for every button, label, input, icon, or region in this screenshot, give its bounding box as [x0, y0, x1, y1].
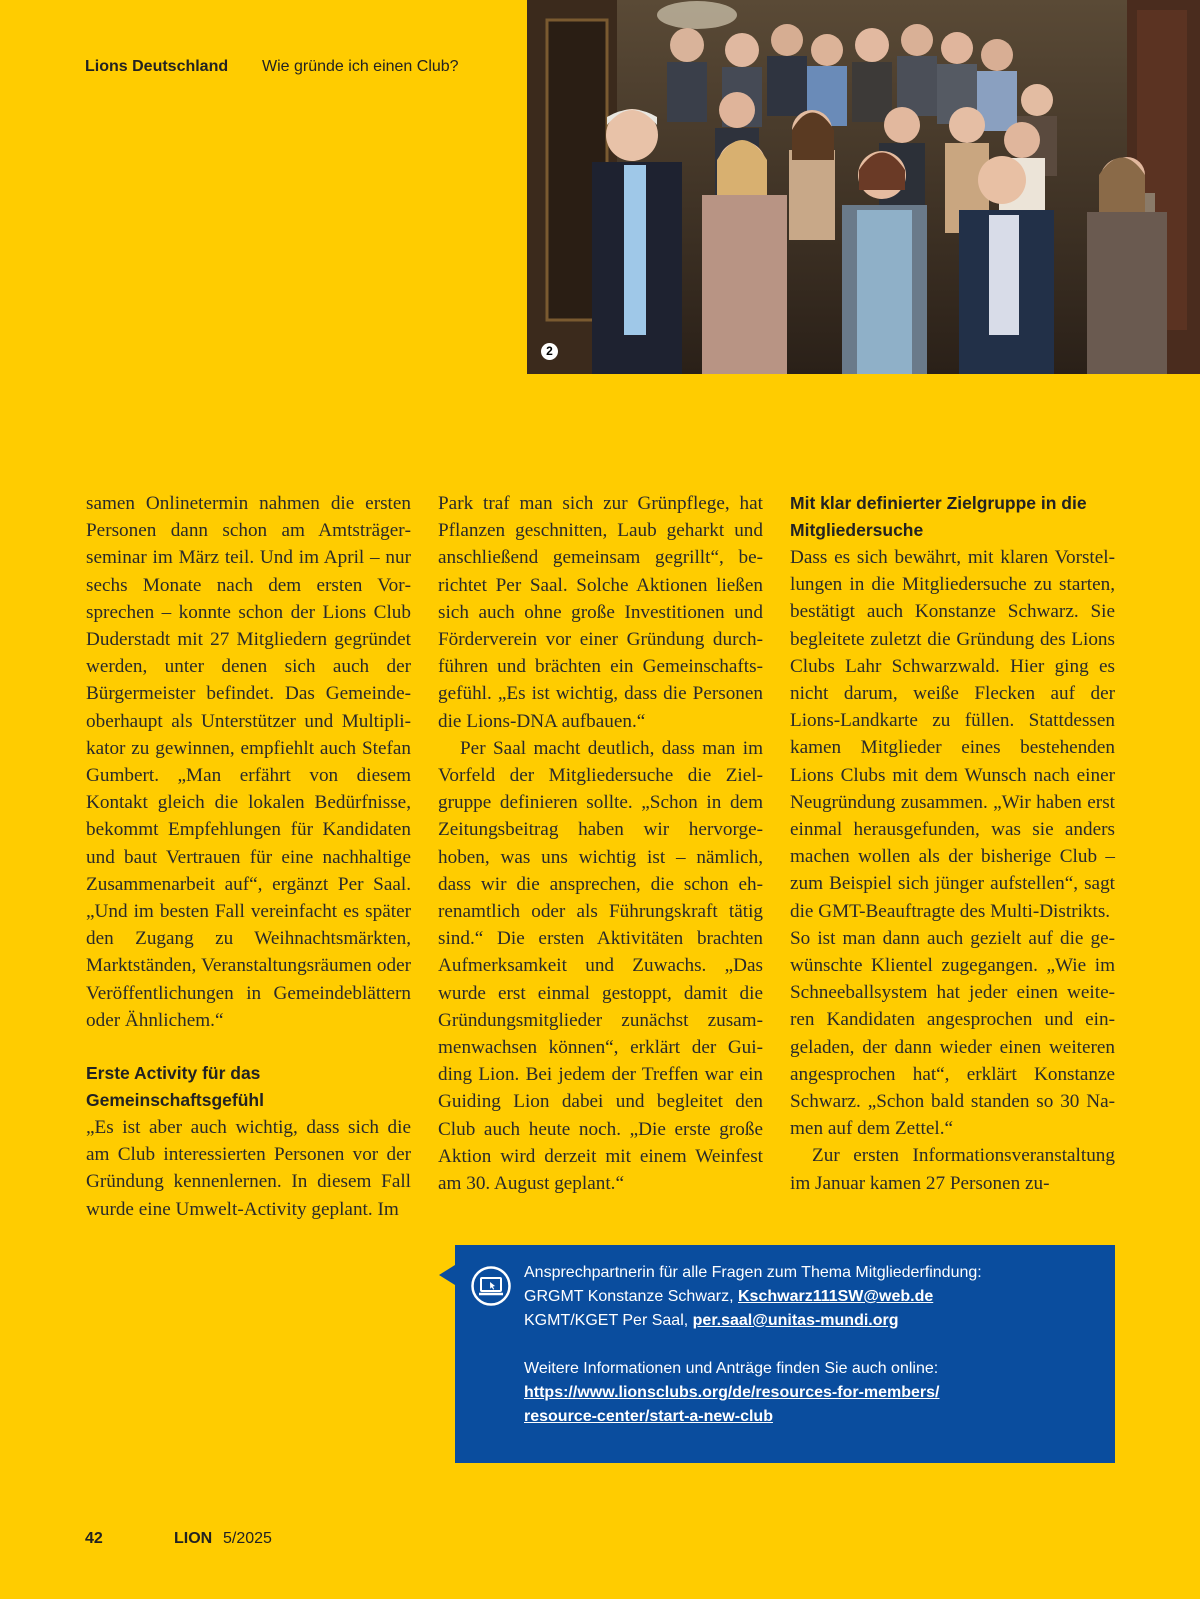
contact-line-saal: [524, 1309, 1094, 1333]
info-box-more-info: Weitere Informationen und Anträge finden Sie auch online:: [524, 1360, 939, 1377]
contact-info-box: [455, 1245, 1115, 1463]
page-footer: [85, 1530, 272, 1548]
info-box-text: [524, 1261, 1094, 1429]
contact-line-schwarz: [524, 1285, 1094, 1309]
info-box-spacer: [524, 1333, 1094, 1357]
column1-paragraph-2: „Es ist aber auch wichtig, dass sich die am Club interessierten Personen vor der Gründung kennenlernen. In diesem Fall wurde eine Umwelt-Activity geplant. Im: [86, 1117, 411, 1220]
article-column-1: [86, 490, 411, 1223]
group-photo-illustration: [527, 0, 1200, 374]
info-box-pointer: [439, 1265, 455, 1285]
page-header: [85, 58, 459, 76]
header-brand: Lions Deutschland: [85, 58, 229, 75]
column2-paragraph-1: Park traf man sich zur Grünpflege, hat Pflanzen geschnitten, Laub geharkt und anschließend gemeinsam gegrillt“, berichtet Per Saal. Solche Aktionen ließen sich auch ohne große Investitionen und Förderverein vor einer Gründung durchführen und brächten ein Gemeinschaftsgefühl. „Es ist wichtig, dass die Personen die Lions-DNA aufbauen.“: [438, 493, 763, 732]
column3-paragraph-2: So ist man dann auch gezielt auf die gewünschte Klientel zugegangen. „Wie im Schneeballsystem hat jeder einen weiteren Kandidaten angesprochen und eingeladen, der dann wieder einen weiteren angesprochen hat“, erklärt Konstanze Schwarz. „Schon bald standen so 30 Namen auf dem Zettel.“: [790, 927, 1115, 1140]
article-column-2: [438, 490, 763, 1197]
header-topic: Wie gründe ich einen Club?: [262, 58, 459, 75]
article-column-3: [790, 490, 1115, 1197]
contact-name-schwarz: GRGMT Konstanze Schwarz,: [524, 1288, 738, 1305]
magazine-name: LION: [174, 1530, 213, 1547]
resource-link-line-1[interactable]: https://www.lionsclubs.org/de/resources-for-members/: [524, 1384, 940, 1401]
email-link-schwarz[interactable]: Kschwarz111SW@web.de: [738, 1288, 934, 1305]
column2-paragraph-2: Per Saal macht deutlich, dass man im Vorfeld der Mitgliedersuche die Zielgruppe definieren sollte. „Schon in dem Zeitungsbeitrag haben wir hervorgehoben, was uns wichtig ist – nämlich, dass wir die ansprechen, die schon ehrenamtlich oder als Führungskraft tätig sind.“ Die ersten Aktivitäten brachten Aufmerksamkeit und Zuwachs. „Das wurde erst einmal gestoppt, damit die Gründungsmitglieder zunächst zusammenwachsen können“, erklärt der Guiding Lion. Bei jedem der Treffen war ein Guiding Lion dabei und begleitet den Club auch heute noch. „Die erste große Aktion wird derzeit mit einem Weinfest am 30. August geplant.“: [438, 737, 763, 1195]
info-box-intro: Ansprechpartnerin für alle Fragen zum Thema Mitgliederfindung:: [524, 1264, 982, 1281]
resource-link-line-2[interactable]: resource-center/start-a-new-club: [524, 1408, 773, 1425]
group-photo: [527, 0, 1200, 374]
issue-number: 5/2025: [223, 1530, 272, 1547]
email-link-saal[interactable]: per.saal@unitas-mundi.org: [692, 1312, 899, 1329]
column3-paragraph-1: Dass es sich bewährt, mit klaren Vorstellungen in die Mitgliedersuche zu starten, bestätigt auch Konstanze Schwarz. Sie begleitete zuletzt die Gründung des Lions Clubs Lahr Schwarzwald. Hier ging es nicht darum, weiße Flecken auf der Lions-Landkarte zu füllen. Stattdessen kamen Mitglieder eines bestehenden Lions Clubs mit dem Wunsch nach einer Neugründung zusammen. „Wir haben erst einmal herausgefunden, was sie anders machen wollen als der bisherige Club – zum Beispiel sich jünger aufstellen“, sagt die GMT-Beauftragte des Multi-Distrikts.: [790, 547, 1115, 922]
page-number: 42: [85, 1530, 103, 1547]
photo-number-badge: 2: [541, 343, 558, 360]
contact-name-saal: KGMT/KGET Per Saal,: [524, 1312, 693, 1329]
column1-paragraph-1: samen Onlinetermin nahmen die ersten Personen dann schon am Amtsträgerseminar im März teil. Und im April – nur sechs Monate nach dem ersten Vorsprechen – konnte schon der Lions Club Duderstadt mit 27 Mitgliedern gegründet werden, unter denen sich auch der Bürgermeister befindet. Das Gemeindeoberhaupt als Unterstützer und Multiplikator zu gewinnen, empfiehlt auch Stefan Gumbert. „Man erfährt von diesem Kontakt gleich die lokalen Bedürfnisse, bekommt Empfehlungen für Kandidaten und baut Vertrauen für eine nachhaltige Zusammenarbeit auf“, ergänzt Per Saal. „Und im besten Fall vereinfacht es später den Zugang zu Weihnachtsmärkten, Marktständen, Veranstaltungsräumen oder Veröffentlichungen in Gemeindeblättern oder Ähnlichem.“: [86, 493, 411, 1031]
column3-heading: Mit klar definierter Zielgruppe in die Mitgliedersuche: [790, 493, 1087, 540]
computer-icon: [471, 1266, 511, 1306]
column1-heading: Erste Activity für das Gemeinschaftsgefühl: [86, 1063, 264, 1111]
column3-paragraph-3: Zur ersten Informationsveranstaltung im Januar kamen 27 Personen zu-: [790, 1145, 1115, 1194]
